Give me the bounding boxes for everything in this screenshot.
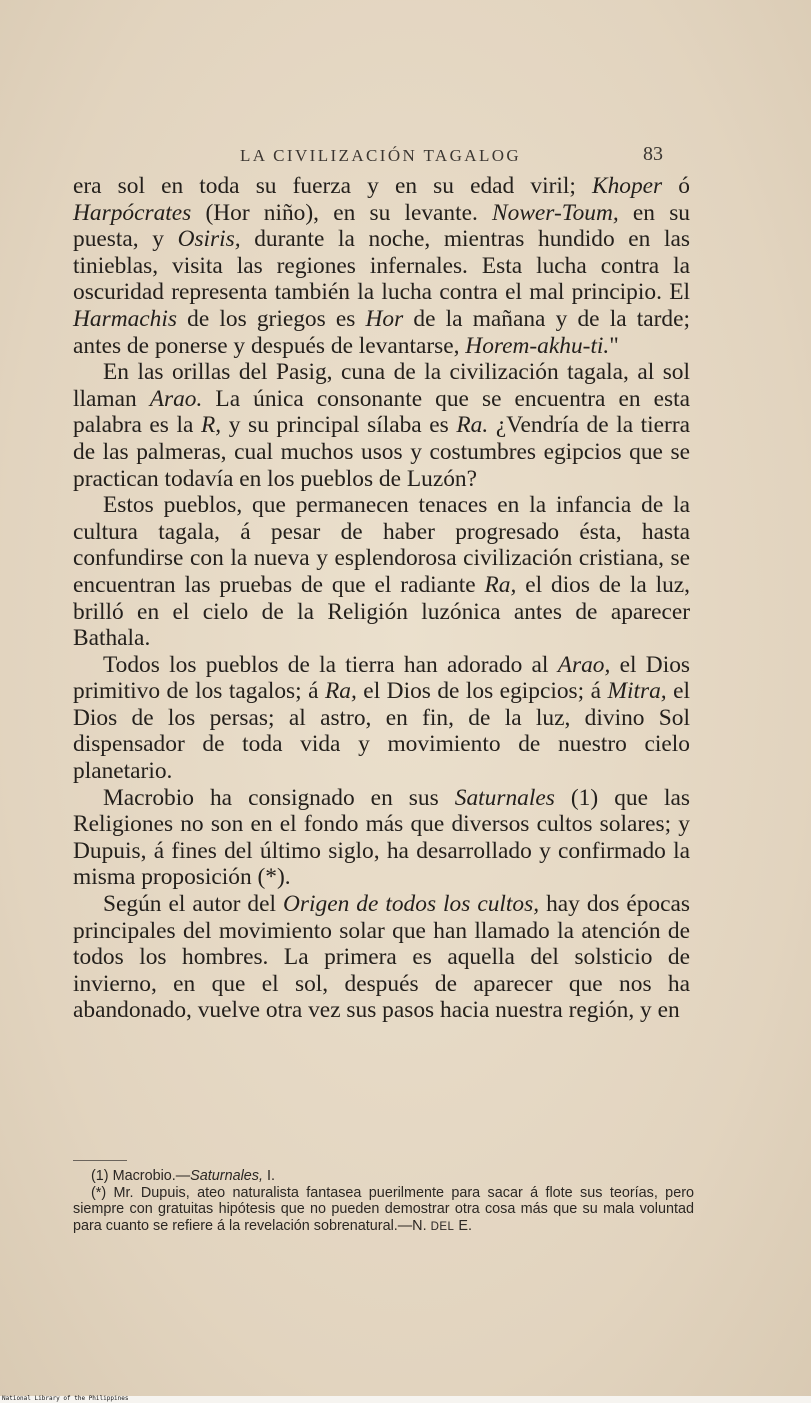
footnote-rule [73, 1160, 127, 1161]
paragraph-6: Según el autor del Origen de todos los cultos, hay dos épocas principales del movimiento solar que han llamado la atención de todos los hombres. La primera es aquella del solsticio de invierno, en que el sol, después de aparecer que nos ha abandonado, vuelve otra vez sus pasos hacia nuestra región, y en [73, 891, 690, 1024]
body-text [73, 173, 690, 1024]
paragraph-5: Macrobio ha consignado en sus Saturnales (1) que las Religiones no son en el fondo más que diversos cultos solares; y Dupuis, á fines del último siglo, ha desarrollado y confirmado la misma proposición (*). [73, 784, 690, 891]
footnote-marker: (*) [91, 1184, 107, 1201]
scan-footer [0, 1396, 811, 1403]
running-head: LA CIVILIZACIÓN TAGALOG [240, 146, 522, 165]
page-header [0, 140, 811, 170]
paragraph-1: era sol en toda su fuerza y en su edad viril; Khoper ó Harpócrates (Hor niño), en su levante. Nower-Toum, en su puesta, y Osiris, durante la noche, mientras hundido en las tinieblas, visita las regiones infernales. Esta lucha contra la oscuridad representa también la lucha contra el mal principio. El Harmachis de los griegos es Hor de la mañana y de la tarde; antes de ponerse y después de levantarse, Horem-akhu-ti." [73, 173, 690, 359]
paragraph-3: Estos pueblos, que permanecen tenaces en la infancia de la cultura tagala, á pesar de haber progresado ésta, hasta confundirse con la nueva y esplendorosa civilización cristiana, se encuentran las pruebas de que el radiante Ra, el dios de la luz, brilló en el cielo de la Religión luzónica antes de aparecer Bathala. [73, 492, 690, 652]
footnote-marker: (1) [91, 1168, 109, 1184]
footnotes [73, 1168, 694, 1235]
paragraph-4: Todos los pueblos de la tierra han adorado al Arao, el Dios primitivo de los tagalos; á Ra, el Dios de los egipcios; á Mitra, el Dios de los persas; al astro, en fin, de la luz, divino Sol dispensador de toda vida y movimiento de nuestro cielo planetario. [73, 651, 690, 785]
paragraph-2: En las orillas del Pasig, cuna de la civilización tagala, al sol llaman Arao. La única consonante que se encuentra en esta palabra es la R, y su principal sílaba es Ra. ¿Vendría de la tierra de las palmeras, cual muchos usos y costumbres egipcios que se practican todavía en los pueblos de Luzón? [73, 359, 691, 492]
footnote-2: (*) Mr. Dupuis, ateo naturalista fantasea puerilmente para sacar á flote sus teorías, pero siempre con gratuitas hipótesis que no pueden demostrar otra cosa más que su mala voluntad para cuanto se refiere á la revelación sobrenatural.—N. DEL E. [73, 1184, 694, 1234]
page-number: 83 [643, 143, 663, 165]
scan-footer-label: National Library of the Philippines [2, 1395, 129, 1402]
footnote-1: (1) Macrobio.—Saturnales, I. [91, 1168, 275, 1184]
